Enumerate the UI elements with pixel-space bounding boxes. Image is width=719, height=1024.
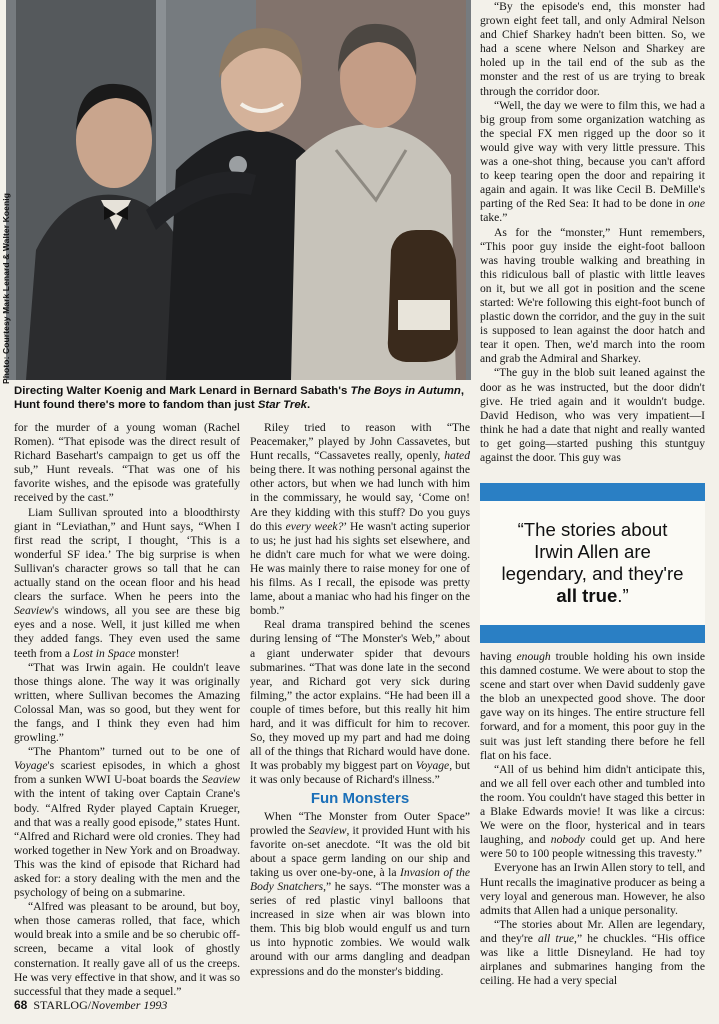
photo-illustration — [6, 0, 471, 380]
cast-photo — [6, 0, 471, 380]
paragraph: for the murder of a young woman (Rachel Romen). “That episode was the direct result of Richard Basehart's campaign to get us off the sub,” Hunt reveals. “That was one of his favorite wishes, and the episode was gratefully received by the cast.” — [14, 421, 240, 505]
paragraph: “By the episode's end, this monster had grown eight feet tall, and only Admiral Nelson and Chief Sharkey hadn't been bitten. So, we had a scene where Nelson and Sharkey are holed up in the tail end of the sub as the monster and the rest of us are trying to break through the corridor door. — [480, 0, 705, 98]
photo-credit: Photo: Courtesy Mark Lenard & Walter Koenig — [1, 192, 11, 384]
pull-quote-text — [480, 519, 705, 607]
section-subhead: Fun Monsters — [310, 790, 410, 808]
pull-quote-line: legendary, and they're — [501, 563, 684, 584]
paragraph: “The guy in the blob suit leaned against the door as he was instructed, but the door didn't give. He tried again and it wouldn't budge. David Hedison, who was very impatient—I think he had a date that night and really wanted to get going—started pushing this stuntguy against the door. This guy was — [480, 366, 705, 464]
pull-quote — [480, 483, 705, 643]
photo-jug-label — [398, 300, 450, 330]
caption-period: . — [307, 399, 311, 411]
photo-shirt-logo — [229, 156, 247, 174]
paragraph: “Alfred was pleasant to be around, but boy, when those cameras rolled, that face, which would break into a smile and be so cherubic off-screen, became a vital look of ghostly consternation. It really gave all of us the creeps. He was very effective in that show, and it was so successful that they made a sequel.” — [14, 900, 241, 998]
photo-caption — [14, 384, 469, 412]
pull-quote-line: “The stories about — [517, 519, 668, 540]
paragraph: Real drama transpired behind the scenes during lensing of “The Monster's Web,” about a giant underwater spider that devours submarines. “That was done late in the second year, and Richard got very sick during filming,” the actor explains. “He had been ill a couple of times before, but this really hit him hard, and it was difficult for him to recover. So, they moved up my part and had me doing all of the things that Richard would have done. It was probably my biggest part on Voyage, but it was only because of Richard's illness.” — [250, 618, 470, 787]
magazine-name: STARLOG/ — [33, 998, 92, 1012]
pull-quote-line: Irwin Allen are — [534, 541, 651, 562]
page-number: 68 — [14, 998, 28, 1012]
article-column-1 — [14, 421, 240, 999]
pull-quote-bar-bottom — [480, 625, 705, 643]
paragraph: “That was Irwin again. He couldn't leave those things alone. The way it was originally written, where Sullivan becomes the Amazing Colossal Man, was so good, but they went for the fangs, and I think they even had him growling.” — [14, 660, 240, 745]
paragraph: “The stories about Mr. Allen are legendary, and they're all true,” he chuckles. “His office was like a little Disneyland. He had toy airplanes and submarines hanging from the ceiling. He had a very special — [480, 917, 705, 988]
article-column-2 — [250, 421, 470, 979]
caption-play-title: The Boys in Autumn — [350, 385, 461, 397]
page-folio — [14, 998, 167, 1013]
article-column-3-bottom — [480, 650, 705, 988]
paragraph: Riley tried to reason with “The Peacemaker,” played by John Cassavetes, but Hunt recalls, “Cassavetes really, openly, hated being there. It was nothing personal against the other actors, but when we had lunch with him in the commissary, he would say, ‘Come on! Are they kidding with this stuff? Do you guys do this every week?’ He wasn't acting superior to us; he just had his sights set elsewhere, and he didn't care much for what we were doing. He was mainly there to raise money for one of his films. As I recall, the episode was pretty lame, about a maniac who had his finger on the bomb.” — [250, 421, 470, 618]
paragraph: When “The Monster from Outer Space” prowled the Seaview, it provided Hunt with his favorite on-set anecdote. “It was the old bit about a space germ landing on our ship and taking us over one-by-one, à la Invasion of the Body Snatchers,” he says. “The monster was a series of red plastic vinyl balloons that increased in size when air was blown into them. This big blob would engulf us and turn us into hypnotic zombies. We would walk around with our arms dangling and deadpan expressions and do the monster's bidding. — [250, 809, 471, 978]
caption-show-title: Star Trek — [257, 399, 307, 411]
paragraph: Everyone has an Irwin Allen story to tell, and Hunt recalls the imaginative producer as being a very loyal and generous man. However, he also admits that Allen had a unique personality. — [480, 861, 705, 917]
paragraph: having enough trouble holding his own inside this damned costume. We were about to stop the scene and start over when David suddenly gave the blob an unexpected good shove. The door gave way on its hinges. The entire structure fell forward, and for a moment, this poor guy in the suit was just left standing there before he fell flat on his face. — [480, 650, 705, 762]
article-column-3-top — [480, 0, 705, 465]
paragraph: “All of us behind him didn't anticipate this, and we all fell over each other and tumbled into the room. You couldn't have staged this better in a Blake Edwards movie! It was like a circus: We were on the floor, hysterical and in tears laughing, and nobody could get up. And here were 50 to 100 people witnessing this travesty.” — [480, 762, 706, 861]
photo-jug — [388, 230, 458, 362]
paragraph: “The Phantom” turned out to be one of Voyage's scariest episodes, in which a ghost from a sunken WWI U-boat boards the Seaview with the intent of taking over Captain Crane's body. “Alfred Ryder played Captain Krueger, and that was a really good episode,” states Hunt. “Alfred and Richard were old cronies. They had worked together in New York and on Broadway. This was the kind of episode that Richard had asked for: a story dealing with the men and the psychology of being on a submarine. — [14, 745, 240, 900]
paragraph: Liam Sullivan sprouted into a bloodthirsty giant in “Leviathan,” and Hunt says, “When I first read the script, I thought, ‘This is a wonderful SF idea.’ The big surprise is when Sullivan's character grows so tall that he can actually stand on the ocean floor and his head clears the surface. When he peers into the Seaview's windows, all you see are these big eyes and a nose. Well, it just killed me when they added fangs. They even used the same teeth from a Lost in Space monster! — [14, 505, 240, 660]
paragraph: “Well, the day we were to film this, we had a big group from some organization watching as the special FX men rigged up the door so it would give way with very little pressure. This was a one-shot thing, because you can't afford to keep tearing open the door and repairing it again and again. It was like Cecil B. DeMille's parting of the Red Sea: It had to be done in one take.” — [480, 98, 705, 225]
caption-text-2: , Hunt found there's more to fandom than just — [14, 385, 464, 411]
issue-date: November 1993 — [91, 998, 168, 1012]
pull-quote-line: all true.” — [556, 585, 629, 606]
pull-quote-bar-top — [480, 483, 705, 501]
paragraph: As for the “monster,” Hunt remembers, “This poor guy inside the eight-foot balloon was having trouble walking and breathing in this ridiculous ball of plastic with little leaves on it, but we all got in position and the scene started: We're following this eight-foot bunch of plastic down the corridor, and the guy in the suit is supposed to lean against the door hatch and tear it open. Then, we'd march into the room and grab the Admiral and Sharkey. — [480, 225, 705, 366]
caption-text: Directing Walter Koenig and Mark Lenard in Bernard Sabath's — [14, 385, 351, 397]
